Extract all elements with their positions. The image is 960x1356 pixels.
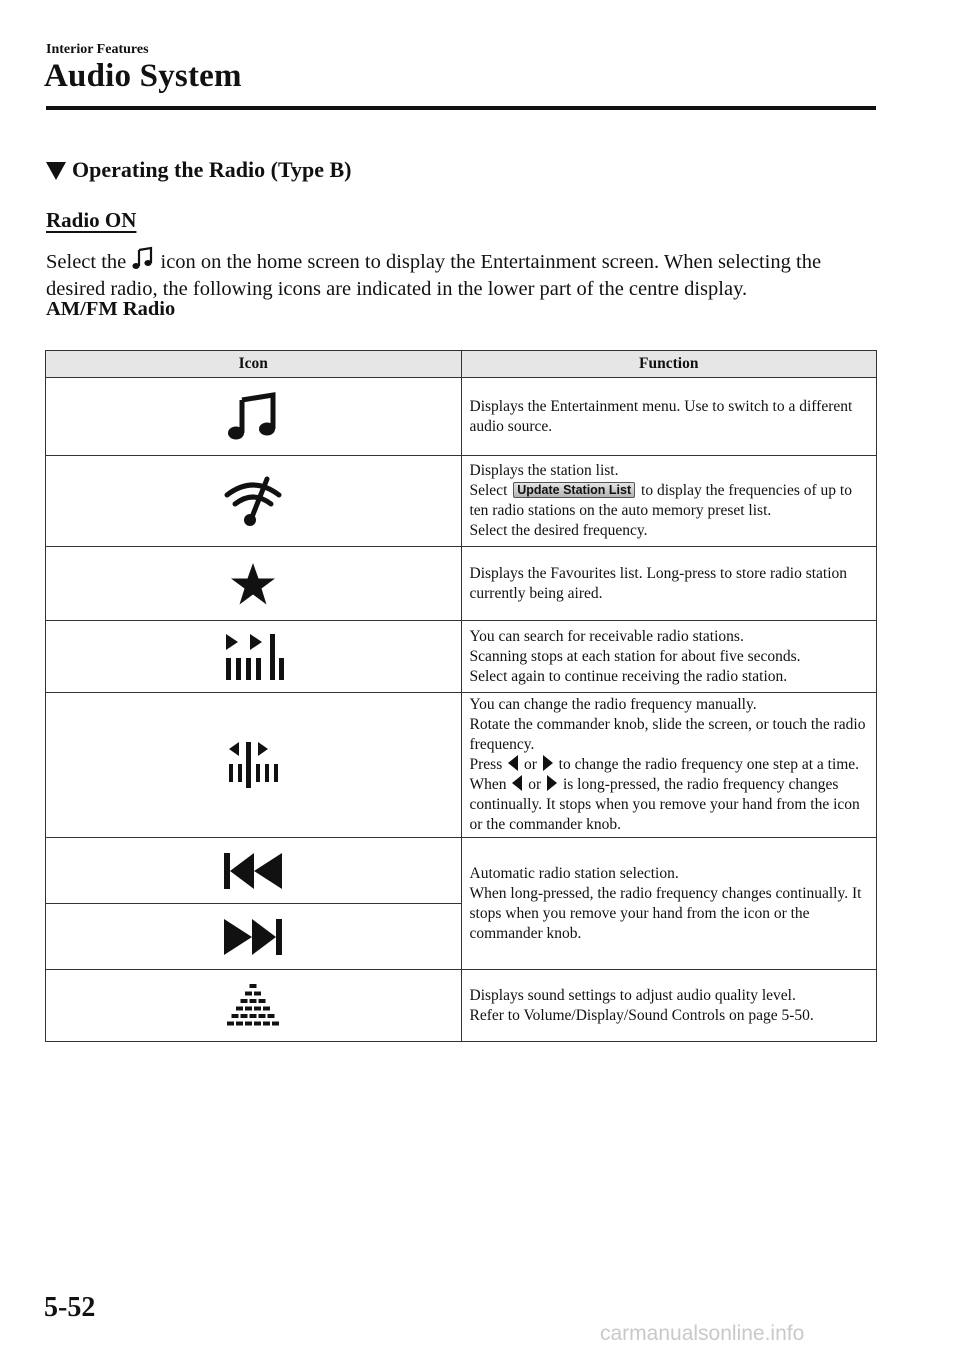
intro-paragraph: [46, 246, 876, 303]
function-text: Rotate the commander knob, slide the screen, or touch the radio frequency.: [469, 716, 866, 753]
music-note-icon: [131, 246, 155, 272]
watermark-text: carmanualsonline.info: [600, 1322, 805, 1345]
text-fragment: or: [524, 776, 546, 793]
sound-settings-icon: [225, 981, 281, 1031]
function-text: [470, 755, 869, 775]
function-cell: [461, 838, 877, 970]
icon-cell: [46, 904, 462, 970]
triangle-right-icon: [547, 775, 557, 791]
header-icon: Icon: [46, 351, 462, 378]
page-title: Audio System: [44, 58, 242, 94]
icon-cell: [46, 456, 462, 547]
function-cell: [461, 547, 877, 621]
text-fragment: to display the frequencies of up to ten radio stations on the auto memory preset list.: [469, 482, 852, 519]
table-row: [46, 547, 877, 621]
update-station-list-button: Update Station List: [513, 482, 635, 498]
seek-back-icon: [222, 851, 284, 891]
function-cell: [461, 693, 877, 838]
table-row: [46, 456, 877, 547]
text-fragment: When: [469, 776, 511, 793]
function-text: You can search for receivable radio stations.: [469, 627, 744, 645]
text-fragment: to change the radio frequency one step at a time.: [554, 756, 860, 773]
title-divider: [46, 106, 876, 110]
chapter-kicker: Interior Features: [46, 42, 149, 57]
icon-cell: [46, 693, 462, 838]
text-fragment: Press: [469, 756, 507, 773]
section-heading: [46, 157, 351, 183]
function-text: Select the desired frequency.: [469, 522, 648, 539]
function-cell: [461, 621, 877, 693]
table-row: [46, 970, 877, 1042]
function-text: [470, 481, 869, 521]
music-note-icon: [227, 392, 279, 442]
function-text: When long-pressed, the radio frequency changes continually. It stops when you remove your hand from the icon or the commander knob.: [469, 884, 862, 942]
manual-tune-icon: [225, 740, 281, 790]
function-text: Displays the station list.: [469, 462, 619, 479]
intro-text-before: Select the: [46, 251, 127, 273]
seek-forward-icon: [222, 917, 284, 957]
icon-cell: [46, 547, 462, 621]
function-text: Refer to Volume/Display/Sound Controls on page 5-50.: [469, 1006, 814, 1024]
function-text: Automatic radio station selection.: [469, 864, 679, 882]
function-text: Displays the Entertainment menu. Use to switch to a different audio source.: [469, 397, 853, 435]
table-row: [46, 838, 877, 904]
station-list-icon: [223, 473, 283, 529]
table-row: [46, 621, 877, 693]
header-function: Function: [461, 351, 877, 378]
star-icon: [230, 562, 276, 606]
table-row: [46, 693, 877, 838]
function-text: [470, 775, 869, 835]
triangle-down-icon: [46, 162, 66, 180]
subheading-radio-on: Radio ON: [46, 208, 137, 232]
function-cell: [461, 970, 877, 1042]
triangle-right-icon: [543, 755, 553, 771]
text-fragment: Select: [469, 482, 512, 499]
radio-icon-function-table: [45, 350, 877, 1042]
icon-cell: [46, 621, 462, 693]
function-cell: [461, 378, 877, 456]
text-fragment: or: [520, 756, 541, 773]
function-text: Displays the Favourites list. Long-press to store radio station currently being aired.: [469, 564, 848, 602]
function-cell: [461, 456, 877, 547]
function-text: Displays sound settings to adjust audio quality level.: [469, 986, 796, 1004]
icon-cell: [46, 378, 462, 456]
triangle-left-icon: [512, 775, 522, 791]
icon-cell: [46, 838, 462, 904]
intro-text-after: icon on the home screen to display the Entertainment screen. When selecting the desired radio, the following icons are indicated in the lower part of the centre display.: [46, 251, 822, 300]
icon-cell: [46, 970, 462, 1042]
triangle-left-icon: [508, 755, 518, 771]
text-fragment: is long-pressed, the radio frequency changes continually. It stops when you remove your hand from the icon or the commander knob.: [469, 776, 860, 833]
table-row: [46, 378, 877, 456]
function-text: Scanning stops at each station for about five seconds.: [469, 647, 801, 665]
subheading-am-fm-radio: AM/FM Radio: [46, 298, 176, 320]
page-number: 5-52: [44, 1292, 96, 1323]
function-text: You can change the radio frequency manually.: [469, 696, 757, 713]
section-heading-text: Operating the Radio (Type B): [72, 157, 352, 182]
table-header-row: [46, 351, 877, 378]
scan-icon: [222, 632, 284, 682]
function-text: Select again to continue receiving the radio station.: [469, 667, 788, 685]
